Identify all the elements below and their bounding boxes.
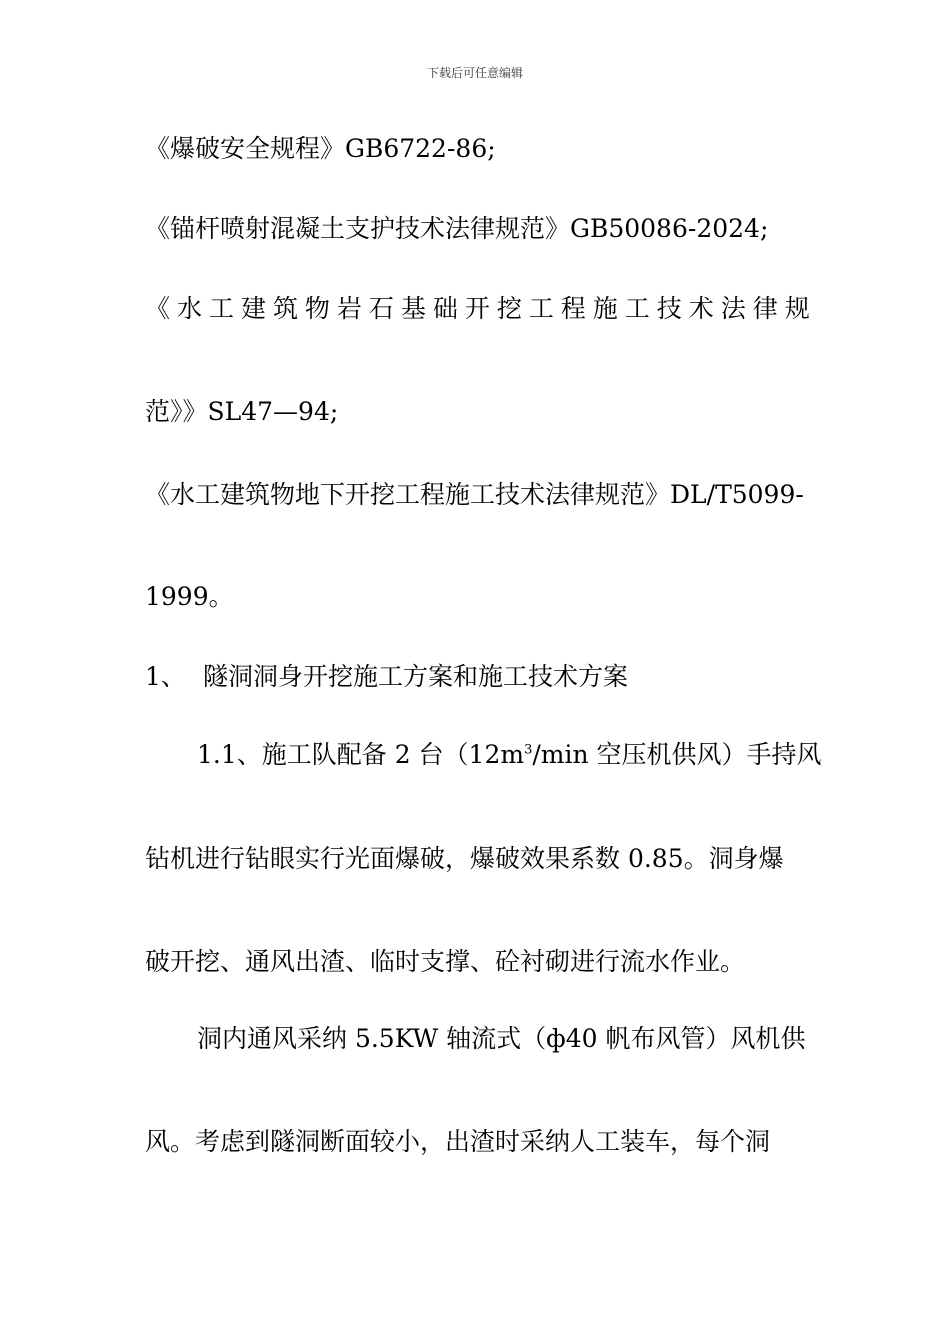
justified-char: 岩 — [336, 294, 362, 323]
page-header-note: 下载后可任意编辑 — [426, 66, 523, 80]
paragraph-line: 破开挖、通风出渣、临时支撑、砼衬砌进行流水作业。 — [145, 947, 746, 976]
reference-line: 《水工建筑物地下开挖工程施工技术法律规范》DL/T5099- — [145, 480, 804, 509]
justified-char: 术 — [688, 294, 714, 323]
paragraph-line — [145, 738, 822, 772]
justified-char: 规 — [784, 294, 810, 323]
reference-line: 范》》SL47—94; — [145, 397, 339, 426]
reference-line: 《锚杆喷射混凝土支护技术法律规范》GB50086-2024; — [145, 214, 769, 243]
superscript: 3 — [524, 742, 533, 758]
justified-char: 工 — [624, 294, 650, 323]
reference-line-justified — [145, 292, 810, 326]
justified-char: 程 — [560, 294, 586, 323]
paragraph-text: 1.1、施工队配备 2 台（12m — [197, 740, 525, 769]
justified-char: 础 — [432, 294, 458, 323]
paragraph-line: 钻机进行钻眼实行光面爆破，爆破效果系数 0.85。洞身爆 — [145, 844, 784, 873]
justified-char: 建 — [240, 294, 266, 323]
reference-line: 1999。 — [145, 582, 234, 611]
justified-char: 律 — [752, 294, 778, 323]
justified-char: 水 — [176, 294, 202, 323]
justified-char: 施 — [592, 294, 618, 323]
section-number: 1、 — [145, 662, 186, 691]
justified-char: 开 — [464, 294, 490, 323]
justified-char: 筑 — [272, 294, 298, 323]
justified-char: 基 — [400, 294, 426, 323]
section-title: 隧洞洞身开挖施工方案和施工技术方案 — [203, 662, 629, 691]
paragraph-line: 风。考虑到隧洞断面较小，出渣时采纳人工装车，每个洞 — [145, 1127, 771, 1156]
justified-char: 《 — [145, 294, 171, 323]
reference-line: 《爆破安全规程》GB6722-86; — [145, 134, 496, 163]
justified-char: 工 — [208, 294, 234, 323]
justified-char: 技 — [656, 294, 682, 323]
paragraph-line: 洞内通风采纳 5.5KW 轴流式（ф40 帆布风管）风机供 — [197, 1024, 806, 1053]
paragraph-text: /min 空压机供风）手持风 — [532, 740, 822, 769]
section-heading — [145, 660, 810, 694]
justified-char: 工 — [528, 294, 554, 323]
justified-char: 物 — [304, 294, 330, 323]
justified-char: 石 — [368, 294, 394, 323]
justified-char: 挖 — [496, 294, 522, 323]
justified-char: 法 — [720, 294, 746, 323]
